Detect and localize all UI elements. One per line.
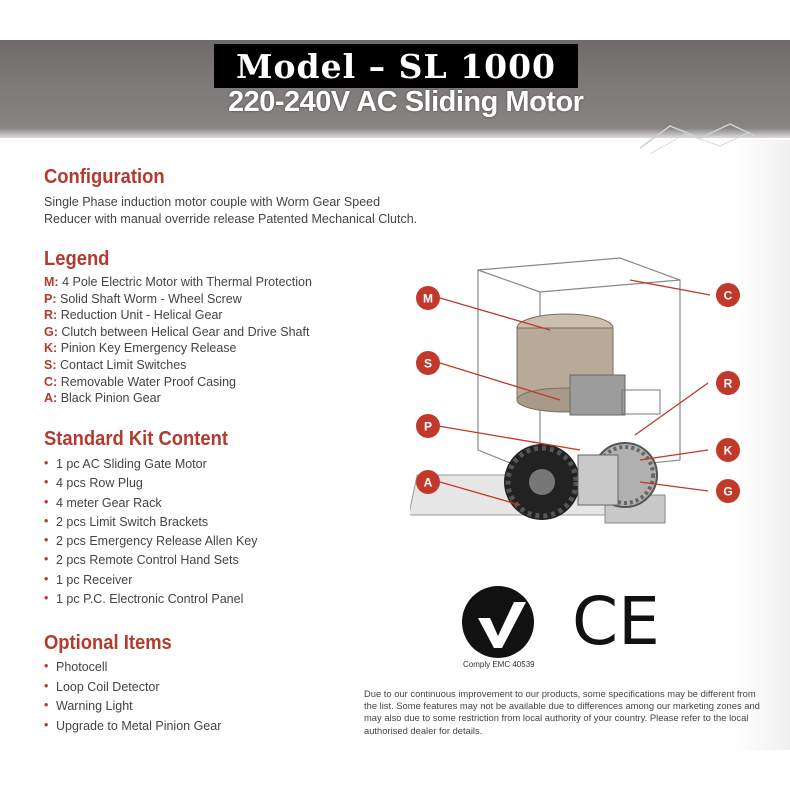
callout-m	[416, 286, 440, 310]
list-item: • Loop Coil Detector	[44, 678, 221, 698]
model-title: Model – SL 1000	[214, 44, 578, 88]
comply-text: Comply EMC 40539	[463, 660, 535, 669]
list-item: • 4 pcs Row Plug	[44, 474, 258, 493]
worm-housing	[578, 455, 618, 505]
legend-item-c: C: Removable Water Proof Casing	[44, 374, 236, 389]
svg-text:R: R	[723, 376, 733, 391]
legend-item-g: G: Clutch between Helical Gear and Drive Shaft	[44, 324, 310, 339]
svg-text:M: M	[423, 291, 433, 306]
optional-list	[44, 658, 221, 736]
configuration-heading: Configuration	[44, 166, 165, 188]
svg-text:P: P	[423, 419, 433, 434]
svg-text:CE: CE	[572, 586, 660, 652]
callout-g	[716, 479, 740, 503]
svg-text:G: G	[723, 484, 733, 499]
list-item: • 1 pc P.C. Electronic Control Panel	[44, 590, 258, 609]
callout-k	[716, 438, 740, 462]
svg-text:S: S	[423, 356, 433, 371]
callout-p	[416, 414, 440, 438]
list-item: • 1 pc AC Sliding Gate Motor	[44, 455, 258, 474]
svg-text:A: A	[423, 475, 433, 490]
legend-list	[44, 274, 312, 407]
kit-list	[44, 455, 258, 609]
kit-heading: Standard Kit Content	[44, 428, 228, 450]
callout-a	[416, 470, 440, 494]
optional-heading: Optional Items	[44, 632, 172, 654]
svg-text:C: C	[723, 288, 733, 303]
switch-box	[570, 375, 625, 415]
list-item: • 2 pcs Emergency Release Allen Key	[44, 532, 258, 551]
callout-s	[416, 351, 440, 375]
callout-r	[716, 371, 740, 395]
bottom-margin	[0, 752, 790, 790]
configuration-text: Single Phase induction motor couple with Worm Gear Speed Reducer with manual override release Patented Mechanical Clutch.	[44, 195, 418, 226]
list-item: • 2 pcs Remote Control Hand Sets	[44, 551, 258, 570]
callout-c	[716, 283, 740, 307]
legend-item-r: R: Reduction Unit - Helical Gear	[44, 308, 223, 323]
motor-diagram	[410, 250, 760, 560]
product-subtitle: 220-240V AC Sliding Motor	[228, 86, 584, 118]
list-item: • 2 pcs Limit Switch Brackets	[44, 513, 258, 532]
svg-text:K: K	[723, 443, 733, 458]
legend-item-p: P: Solid Shaft Worm - Wheel Screw	[44, 291, 242, 306]
list-item: • Warning Light	[44, 697, 221, 717]
legend-heading: Legend	[44, 248, 110, 270]
legend-item-k: K: Pinion Key Emergency Release	[44, 341, 237, 356]
list-item: • 4 meter Gear Rack	[44, 494, 258, 513]
list-item: • Upgrade to Metal Pinion Gear	[44, 717, 221, 737]
legend-item-m: M: 4 Pole Electric Motor with Thermal Protection	[44, 275, 312, 289]
legend-item-s: S: Contact Limit Switches	[44, 357, 187, 372]
legend-item-a: A: Black Pinion Gear	[44, 391, 161, 406]
limit-bracket	[622, 390, 660, 414]
ce-mark	[572, 586, 660, 652]
list-item: • 1 pc Receiver	[44, 571, 258, 590]
list-item: • Photocell	[44, 658, 221, 678]
disclaimer-text: Due to our continuous improvement to our products, some specifications may be different from the list. Some features may not be available due to differences among our marketing zones and may also due to some restriction from local authority of your country. Please refer to the local authorised dealer for details.	[364, 688, 760, 736]
c-tick-mark	[456, 584, 546, 659]
